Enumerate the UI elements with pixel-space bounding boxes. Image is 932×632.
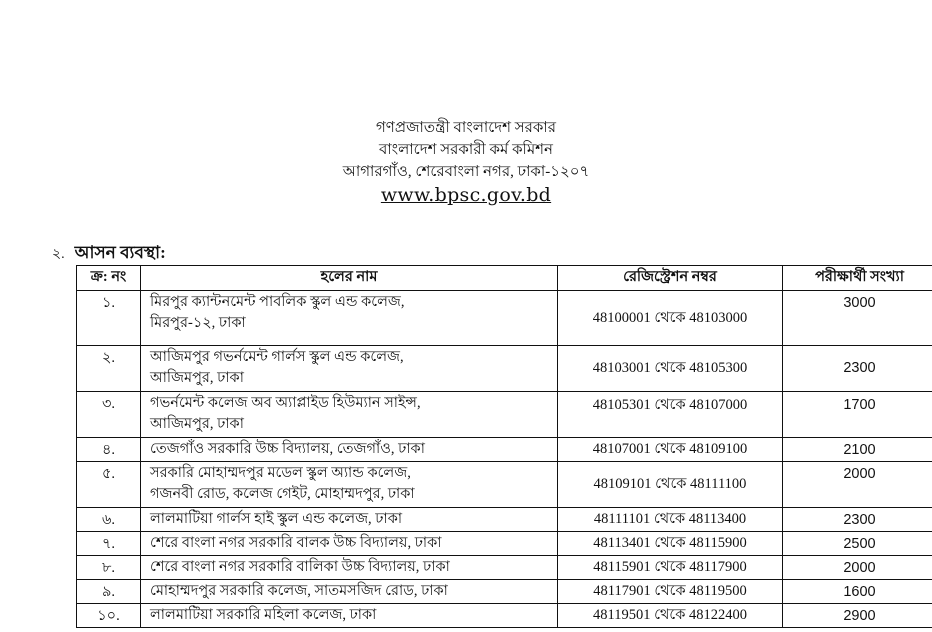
row-examinee-count: 3000 [783,291,932,346]
column-header-registration: রেজিস্ট্রেশন নম্বর [558,266,783,291]
row-hall-name: লালমাটিয়া গার্লস হাই স্কুল এন্ড কলেজ, ঢাকা [141,508,558,532]
table-row [77,346,932,392]
row-registration-range: 48105301 থেকে 48107000 [558,392,783,438]
hall-name-line: গভর্নমেন্ট কলেজ অব অ্যাপ্লাইড হিউম্যান সাইন্স, [150,395,421,411]
row-hall-name [141,346,558,392]
row-hall-name [141,291,558,346]
table-header-row [77,266,932,291]
row-examinee-count: 2900 [783,604,932,628]
table-row [77,438,932,462]
hall-name-line: সরকারি মোহাম্মদপুর মডেল স্কুল অ্যান্ড কলেজ, [150,465,411,481]
row-registration-range: 48117901 থেকে 48119500 [558,580,783,604]
table-row [77,556,932,580]
table-row [77,604,932,628]
commission-title: বাংলাদেশ সরকারী কর্ম কমিশন [378,142,554,158]
document-header [0,117,932,208]
row-examinee-count: 2300 [783,346,932,392]
column-header-hall-name: হলের নাম [141,266,558,291]
hall-name-line: গজনবী রোড, কলেজ গেইট, মোহাম্মদপুর, ঢাকা [150,486,415,502]
row-serial: ১০. [77,604,141,628]
table-row [77,291,932,346]
table-row [77,508,932,532]
row-examinee-count: 2300 [783,508,932,532]
government-title: গণপ্রজাতন্ত্রী বাংলাদেশ সরকার [375,120,557,136]
row-registration-range: 48100001 থেকে 48103000 [558,291,783,346]
row-hall-name: তেজগাঁও সরকারি উচ্চ বিদ্যালয়, তেজগাঁও, ঢাকা [141,438,558,462]
column-header-serial: ক্র: নং [77,266,141,291]
commission-address: আগারগাঁও, শেরেবাংলা নগর, ঢাকা-১২০৭ [342,164,590,180]
row-registration-range: 48119501 থেকে 48122400 [558,604,783,628]
row-registration-range: 48107001 থেকে 48109100 [558,438,783,462]
row-examinee-count: 2000 [783,462,932,508]
hall-name-line: আজিমপুর, ঢাকা [150,416,244,432]
row-examinee-count: 2500 [783,532,932,556]
row-registration-range: 48113401 থেকে 48115900 [558,532,783,556]
hall-name-line: মিরপুর-১২, ঢাকা [150,315,246,331]
row-registration-range: 48111101 থেকে 48113400 [558,508,783,532]
row-examinee-count: 1700 [783,392,932,438]
hall-name-line: আজিমপুর গভর্নমেন্ট গার্লস স্কুল এন্ড কলেজ, [150,349,404,365]
table-row [77,462,932,508]
row-registration-range: 48109101 থেকে 48111100 [558,462,783,508]
row-serial: ৪. [77,438,141,462]
table-row [77,532,932,556]
seat-plan-table [76,265,932,628]
row-hall-name [141,392,558,438]
row-serial: ৯. [77,580,141,604]
row-examinee-count: 2000 [783,556,932,580]
section-title: আসন ব্যবস্থা: [74,243,166,262]
row-hall-name: শেরে বাংলা নগর সরকারি বালিকা উচ্চ বিদ্যালয়, ঢাকা [141,556,558,580]
row-hall-name [141,462,558,508]
row-serial: ৩. [77,392,141,438]
row-hall-name: মোহাম্মদপুর সরকারি কলেজ, সাতমসজিদ রোড, ঢাকা [141,580,558,604]
row-registration-range: 48115901 থেকে 48117900 [558,556,783,580]
hall-name-line: মিরপুর ক্যান্টনমেন্ট পাবলিক স্কুল এন্ড কলেজ, [150,294,405,310]
row-serial: ৬. [77,508,141,532]
row-serial: ২. [77,346,141,392]
row-serial: ১. [77,291,141,346]
section-heading [52,240,166,268]
row-hall-name: শেরে বাংলা নগর সরকারি বালক উচ্চ বিদ্যালয়, ঢাকা [141,532,558,556]
row-examinee-count: 2100 [783,438,932,462]
row-registration-range: 48103001 থেকে 48105300 [558,346,783,392]
section-number: ২. [52,247,65,262]
website-link[interactable]: www.bpsc.gov.bd [380,184,552,206]
row-serial: ৮. [77,556,141,580]
hall-name-line: আজিমপুর, ঢাকা [150,370,244,386]
table-row [77,580,932,604]
table-row [77,392,932,438]
row-serial: ৭. [77,532,141,556]
row-examinee-count: 1600 [783,580,932,604]
row-serial: ৫. [77,462,141,508]
column-header-examinee-count: পরীক্ষার্থী সংখ্যা [783,266,932,291]
row-hall-name: লালমাটিয়া সরকারি মহিলা কলেজ, ঢাকা [141,604,558,628]
